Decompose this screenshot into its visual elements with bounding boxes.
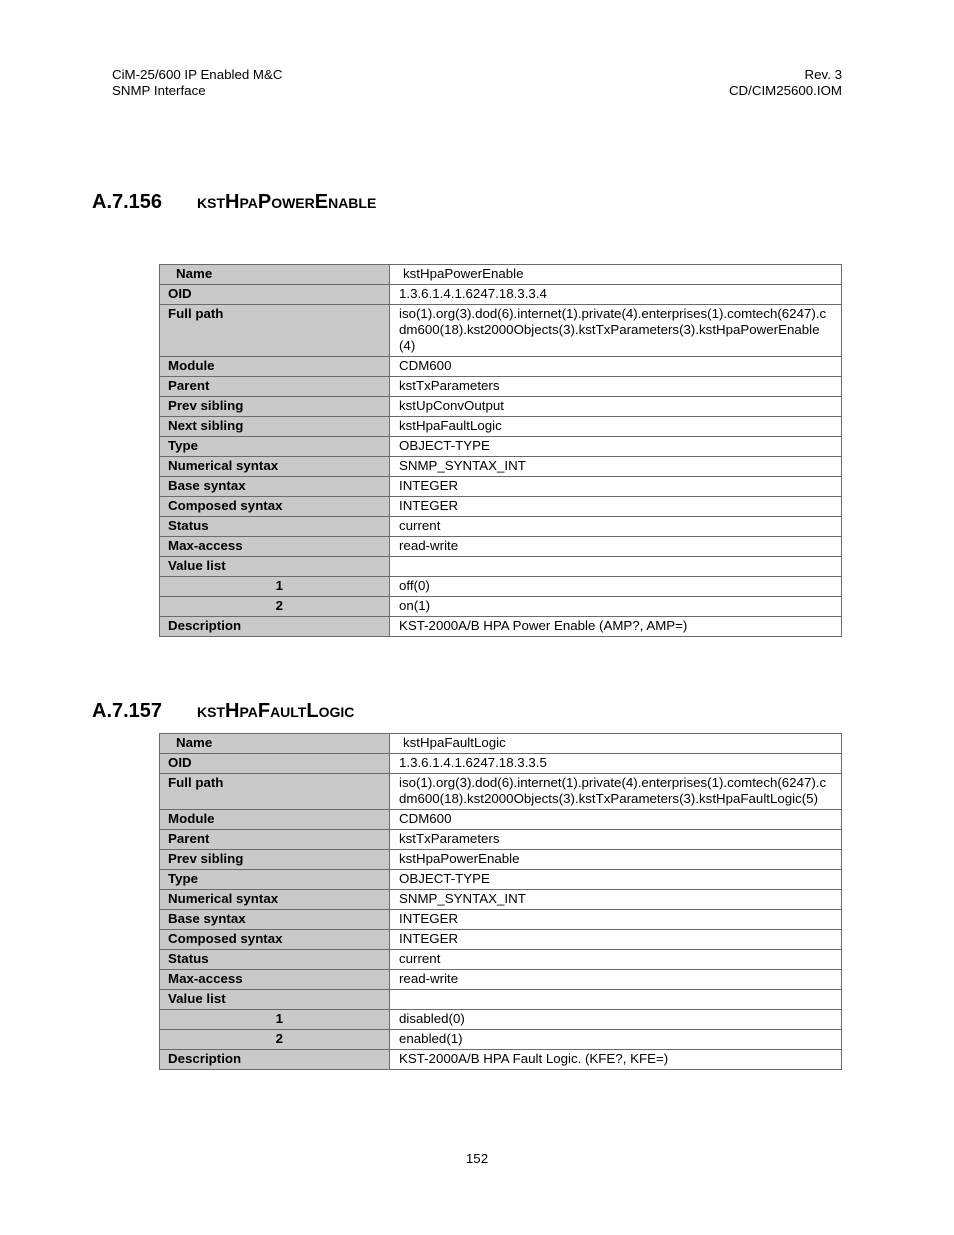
- table-row: [160, 810, 842, 830]
- table-row: [160, 557, 842, 577]
- row-value: kstTxParameters: [390, 377, 842, 397]
- value-index: 1: [160, 1010, 390, 1030]
- table-row: [160, 305, 842, 357]
- table-row: [160, 517, 842, 537]
- table-row: [160, 990, 842, 1010]
- row-label: OID: [160, 285, 390, 305]
- table-row: [160, 850, 842, 870]
- row-value: SNMP_SYNTAX_INT: [390, 890, 842, 910]
- table-row: [160, 397, 842, 417]
- row-value: kstHpaPowerEnable: [390, 265, 842, 285]
- table-row: [160, 754, 842, 774]
- row-label: Prev sibling: [160, 397, 390, 417]
- row-label: Parent: [160, 830, 390, 850]
- row-label: Full path: [160, 774, 390, 810]
- table-row: [160, 577, 842, 597]
- table-row: [160, 457, 842, 477]
- table-row: [160, 597, 842, 617]
- row-label: Numerical syntax: [160, 890, 390, 910]
- table-row: [160, 950, 842, 970]
- row-label: Base syntax: [160, 477, 390, 497]
- mib-object-table: [159, 733, 842, 1070]
- revision: Rev. 3: [804, 67, 842, 82]
- page-number: 152: [465, 1151, 489, 1166]
- row-value: disabled(0): [390, 1010, 842, 1030]
- table-row: [160, 734, 842, 754]
- row-value: current: [390, 950, 842, 970]
- table-row: [160, 870, 842, 890]
- table-row: [160, 265, 842, 285]
- row-value: on(1): [390, 597, 842, 617]
- row-label: Base syntax: [160, 910, 390, 930]
- row-value: kstHpaPowerEnable: [390, 850, 842, 870]
- row-label: Module: [160, 810, 390, 830]
- row-value: INTEGER: [390, 930, 842, 950]
- row-label: Full path: [160, 305, 390, 357]
- row-label: Prev sibling: [160, 850, 390, 870]
- row-value: read-write: [390, 970, 842, 990]
- table-row: [160, 377, 842, 397]
- row-value: kstTxParameters: [390, 830, 842, 850]
- row-label: Type: [160, 437, 390, 457]
- row-label: Parent: [160, 377, 390, 397]
- table-row: [160, 497, 842, 517]
- row-value: INTEGER: [390, 910, 842, 930]
- header-left: [112, 67, 282, 100]
- row-label: Composed syntax: [160, 497, 390, 517]
- row-value: [390, 557, 842, 577]
- row-label: OID: [160, 754, 390, 774]
- table-row: [160, 357, 842, 377]
- table-row: [160, 477, 842, 497]
- row-value: iso(1).org(3).dod(6).internet(1).private(4).enterprises(1).comtech(6247).cdm600(18).kst2000Objects(3).kstTxParameters(3).kstHpaFaultLogic(5): [390, 774, 842, 810]
- row-value: iso(1).org(3).dod(6).internet(1).private(4).enterprises(1).comtech(6247).cdm600(18).kst2000Objects(3).kstTxParameters(3).kstHpaPowerEnable(4): [390, 305, 842, 357]
- row-value: OBJECT-TYPE: [390, 437, 842, 457]
- row-value: [390, 990, 842, 1010]
- row-value: 1.3.6.1.4.1.6247.18.3.3.5: [390, 754, 842, 774]
- row-value: 1.3.6.1.4.1.6247.18.3.3.4: [390, 285, 842, 305]
- table-row: [160, 970, 842, 990]
- header-right: [729, 67, 842, 100]
- table-row: [160, 437, 842, 457]
- document-subtitle: SNMP Interface: [112, 83, 206, 99]
- row-label: Max-access: [160, 970, 390, 990]
- table-row: [160, 1030, 842, 1050]
- value-index: 1: [160, 577, 390, 597]
- row-value: INTEGER: [390, 477, 842, 497]
- row-value: CDM600: [390, 810, 842, 830]
- row-label: Max-access: [160, 537, 390, 557]
- table-row: [160, 910, 842, 930]
- row-label: Composed syntax: [160, 930, 390, 950]
- row-value: SNMP_SYNTAX_INT: [390, 457, 842, 477]
- section-number: A.7.157: [92, 700, 163, 722]
- value-index: 2: [160, 1030, 390, 1050]
- row-value: read-write: [390, 537, 842, 557]
- row-label: Next sibling: [160, 417, 390, 437]
- value-index: 2: [160, 597, 390, 617]
- table-row: [160, 1010, 842, 1030]
- mib-object-table: [159, 264, 842, 637]
- table-row: [160, 890, 842, 910]
- row-value: OBJECT-TYPE: [390, 870, 842, 890]
- row-value: KST-2000A/B HPA Fault Logic. (KFE?, KFE=): [390, 1050, 842, 1070]
- row-label: Name: [160, 265, 390, 285]
- table-row: [160, 537, 842, 557]
- table-row: [160, 930, 842, 950]
- row-label: Name: [160, 734, 390, 754]
- row-value: kstUpConvOutput: [390, 397, 842, 417]
- section-number: A.7.156: [92, 191, 163, 213]
- table-row: [160, 417, 842, 437]
- table-row: [160, 1050, 842, 1070]
- row-value: enabled(1): [390, 1030, 842, 1050]
- document-id: CD/CIM25600.IOM: [728, 83, 842, 99]
- row-label: Module: [160, 357, 390, 377]
- row-value: kstHpaFaultLogic: [390, 734, 842, 754]
- section-name: kstHpaFaultLogic: [197, 700, 355, 722]
- row-value: INTEGER: [390, 497, 842, 517]
- row-label: Status: [160, 950, 390, 970]
- row-label: Value list: [160, 557, 390, 577]
- table-row: [160, 285, 842, 305]
- table-row: [160, 830, 842, 850]
- document-title: CiM-25/600 IP Enabled M&C: [112, 67, 283, 82]
- row-label: Description: [160, 1050, 390, 1070]
- row-value: off(0): [390, 577, 842, 597]
- table-row: [160, 774, 842, 810]
- section-heading: [92, 699, 354, 723]
- row-value: KST-2000A/B HPA Power Enable (AMP?, AMP=): [390, 617, 842, 637]
- section-name: kstHpaPowerEnable: [197, 191, 377, 213]
- section-heading: [92, 190, 376, 214]
- row-value: current: [390, 517, 842, 537]
- row-value: CDM600: [390, 357, 842, 377]
- row-label: Description: [160, 617, 390, 637]
- row-label: Status: [160, 517, 390, 537]
- row-label: Numerical syntax: [160, 457, 390, 477]
- row-value: kstHpaFaultLogic: [390, 417, 842, 437]
- row-label: Value list: [160, 990, 390, 1010]
- row-label: Type: [160, 870, 390, 890]
- table-row: [160, 617, 842, 637]
